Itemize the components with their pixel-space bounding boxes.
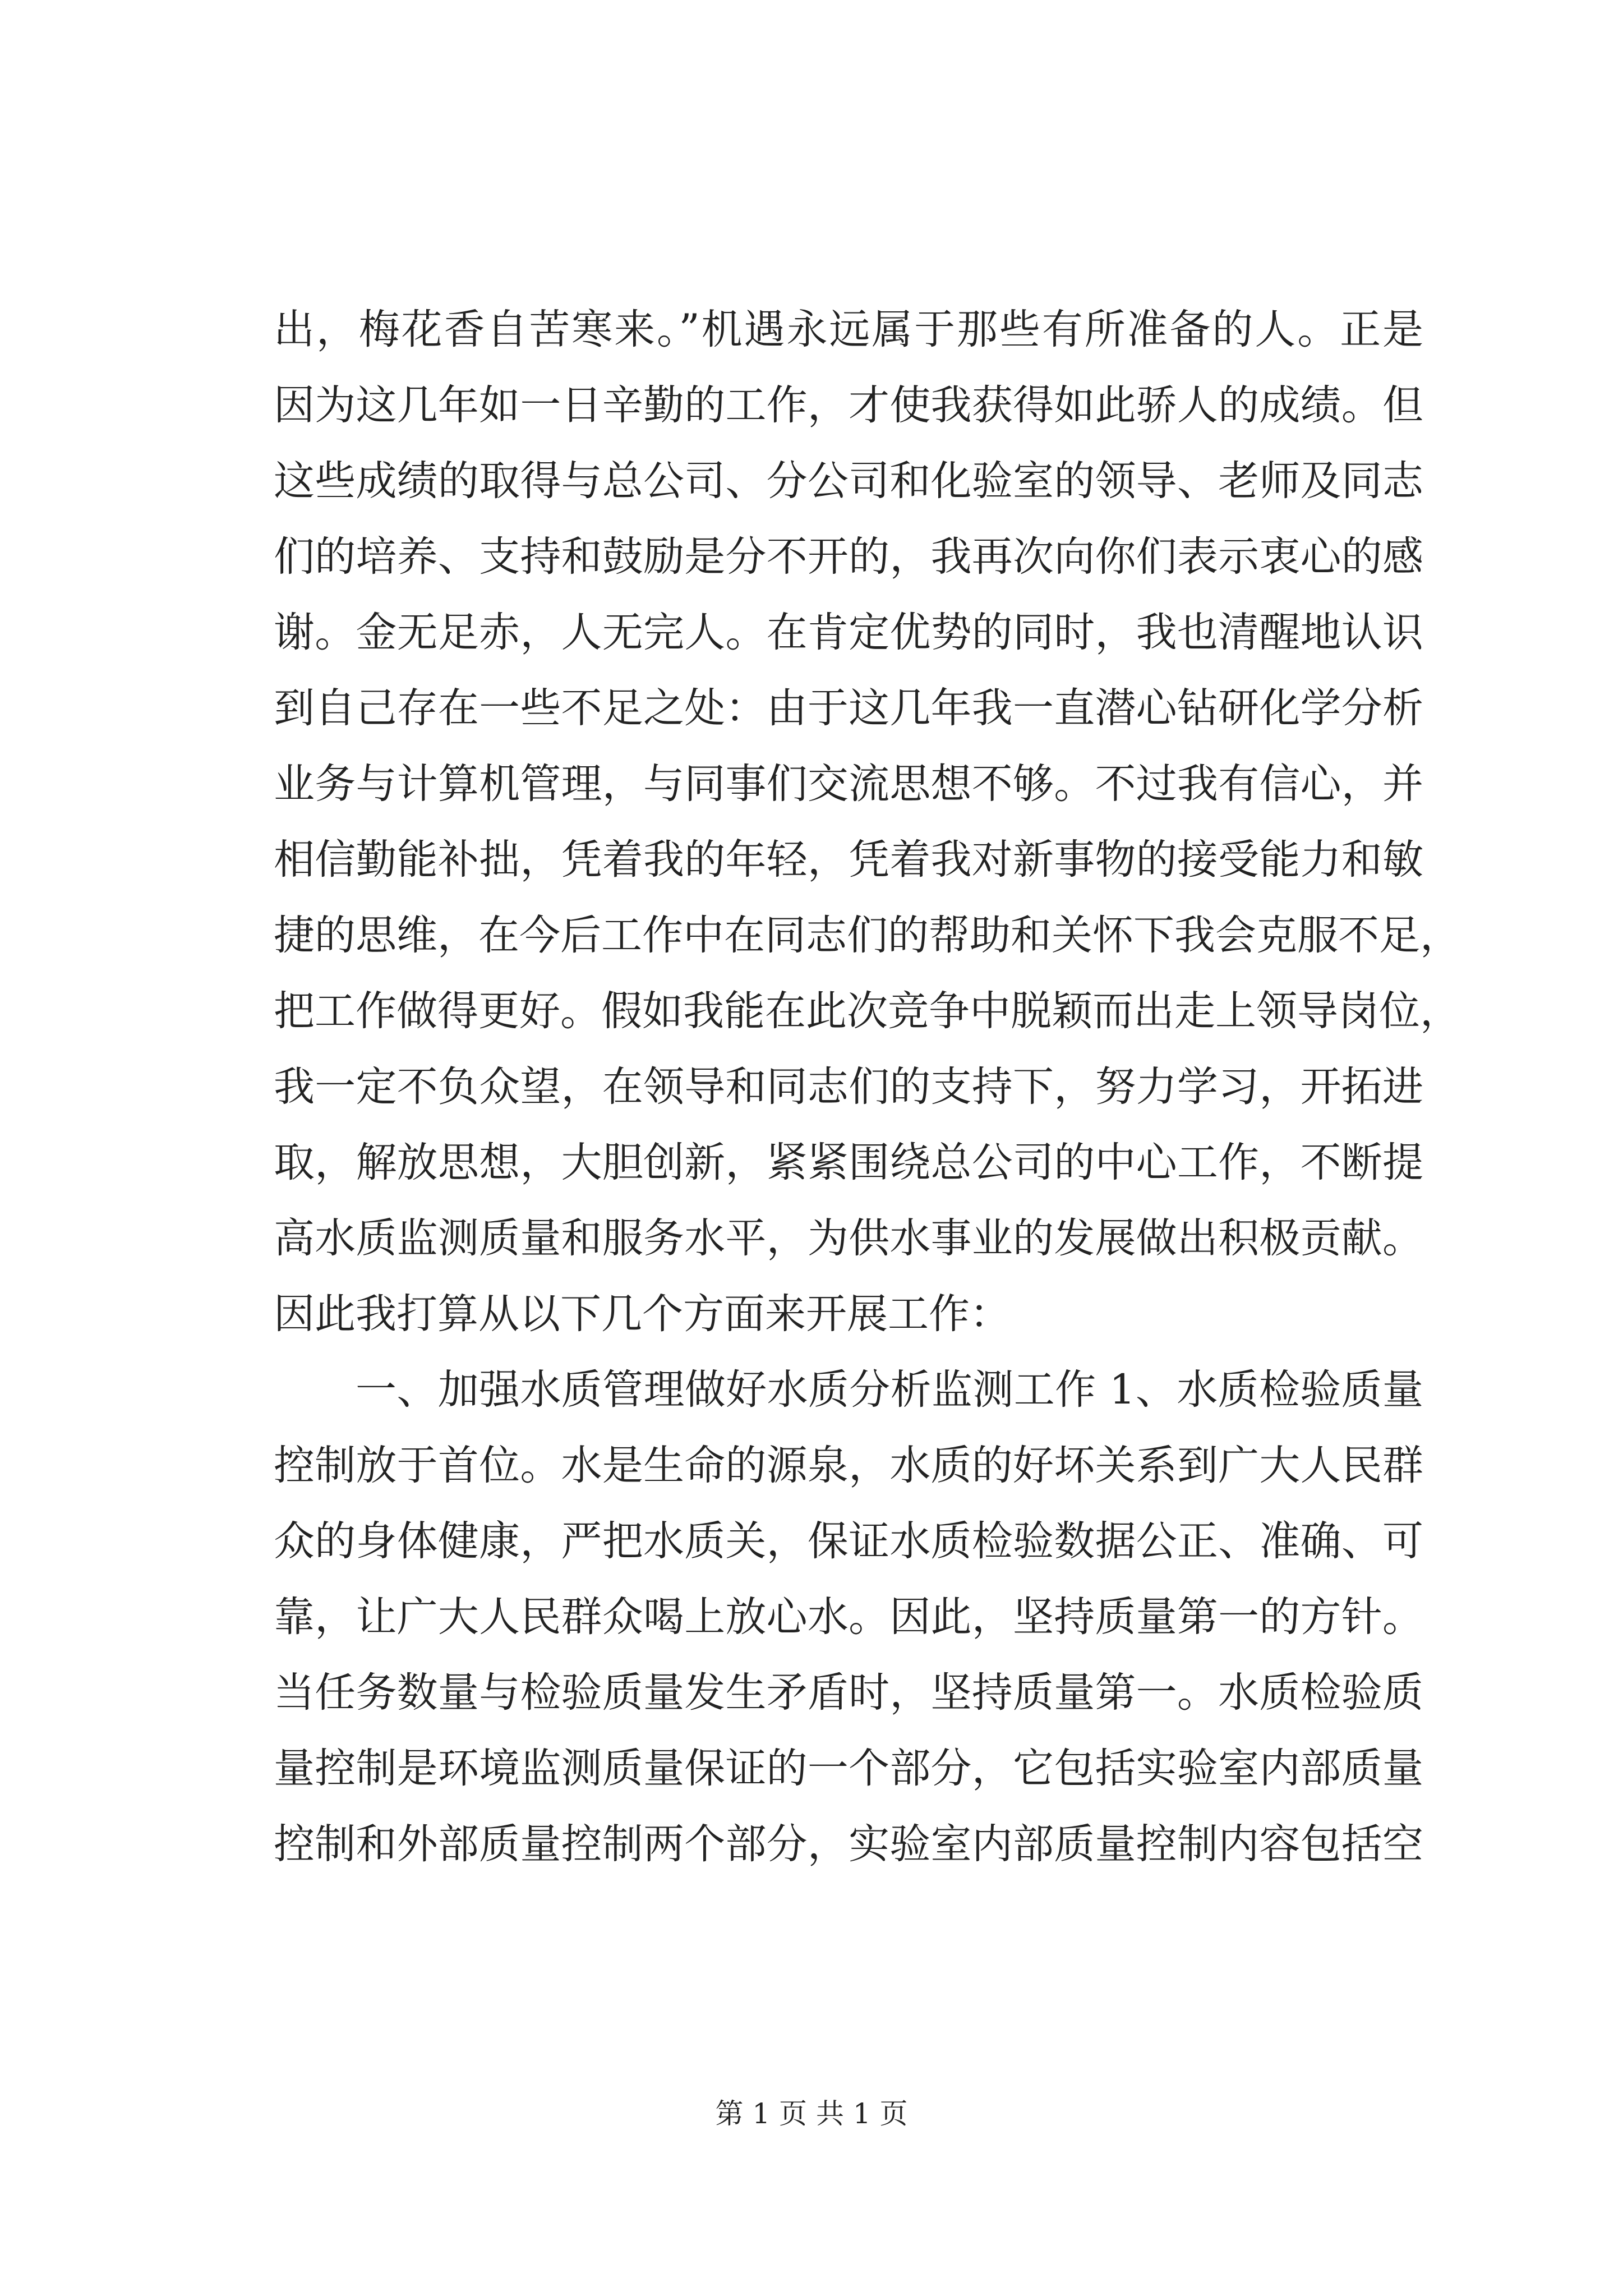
text-line: 取，解放思想，大胆创新，紧紧围绕总公司的中心工作，不断提 xyxy=(274,1139,1423,1186)
text-line: 出，梅花香自苦寒来。”机遇永远属于那些有所准备的人。正是 xyxy=(274,306,1423,353)
text-line: 靠，让广大人民群众喝上放心水。因此，坚持质量第一的方针。 xyxy=(274,1593,1423,1641)
text-line: 因此我打算从以下几个方面来开展工作： xyxy=(274,1290,1011,1338)
text-line: 把工作做得更好。假如我能在此次竞争中脱颖而出走上领导岗位， xyxy=(274,987,1461,1035)
text-line: 我一定不负众望，在领导和同志们的支持下，努力学习，开拓进 xyxy=(274,1063,1423,1111)
document-body xyxy=(274,292,1461,1882)
text-line: 高水质监测质量和服务水平，为供水事业的发展做出积极贡献。 xyxy=(274,1214,1423,1262)
text-line: 业务与计算机管理，与同事们交流思想不够。不过我有信心，并 xyxy=(274,760,1423,808)
text-line: 谢。金无足赤，人无完人。在肯定优势的同时，我也清醒地认识 xyxy=(274,609,1423,656)
text-line: 因为这几年如一日辛勤的工作，才使我获得如此骄人的成绩。但 xyxy=(274,381,1423,429)
text-line: 众的身体健康，严把水质关，保证水质检验数据公正、准确、可 xyxy=(274,1517,1423,1565)
page-footer xyxy=(0,2097,1623,2131)
text-line: 们的培养、支持和鼓励是分不开的，我再次向你们表示衷心的感 xyxy=(274,533,1423,581)
text-line: 这些成绩的取得与总公司、分公司和化验室的领导、老师及同志 xyxy=(274,457,1423,505)
text-line: 相信勤能补拙，凭着我的年轻，凭着我对新事物的接受能力和敏 xyxy=(274,836,1423,884)
text-line: 当任务数量与检验质量发生矛盾时，坚持质量第一。水质检验质 xyxy=(274,1669,1423,1717)
text-line: 一、加强水质管理做好水质分析监测工作 1、水质检验质量 xyxy=(356,1366,1423,1414)
text-line: 控制和外部质量控制两个部分，实验室内部质量控制内容包括空 xyxy=(274,1820,1423,1868)
text-line: 量控制是环境监测质量保证的一个部分，它包括实验室内部质量 xyxy=(274,1745,1423,1792)
page-number-label: 第 1 页 共 1 页 xyxy=(715,2097,908,2130)
text-line: 捷的思维，在今后工作中在同志们的帮助和关怀下我会克服不足， xyxy=(274,912,1461,959)
text-line: 到自己存在一些不足之处：由于这几年我一直潜心钻研化学分析 xyxy=(274,684,1423,732)
text-line: 控制放于首位。水是生命的源泉，水质的好坏关系到广大人民群 xyxy=(274,1442,1423,1489)
